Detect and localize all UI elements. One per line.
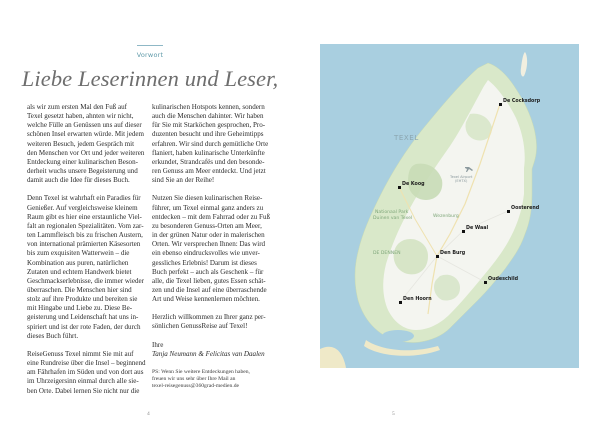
text-line: derheit wuchs unsere Begeisterung und xyxy=(27,167,138,176)
kicker-rule xyxy=(137,45,163,46)
town-dot-icon xyxy=(507,210,510,213)
text-line: am Fährhafen im Süden und von dort aus xyxy=(27,368,144,377)
text-line: bis zum exquisiten Watterwein – die xyxy=(27,249,130,258)
region-label: DE DENNEN xyxy=(373,251,401,256)
text-line: alle, die Texel lieben, gutes Essen schät- xyxy=(152,276,266,285)
closing: Ihre xyxy=(152,340,164,349)
text-line: in der grünen Natur oder in malerischen xyxy=(152,231,265,240)
right-page xyxy=(300,0,600,426)
town-dot-icon xyxy=(484,281,487,284)
region-label: Wezenburg xyxy=(433,214,459,219)
text-line: kulinarischen Hotspots kennen, sondern xyxy=(152,103,265,111)
region-label: Nationaal Park xyxy=(375,210,409,215)
paragraph xyxy=(152,194,279,304)
page-number: 4 xyxy=(147,411,150,417)
text-line: spiriert und ist der rote Faden, der durch xyxy=(27,322,141,331)
text-line: dieses Buch führt. xyxy=(27,331,79,340)
text-line: sönlichen GenussReise auf Texel! xyxy=(152,322,248,331)
text-line: Zutaten und echtem Handwerk bietet xyxy=(27,267,132,276)
text-line: Kombination aus puren, natürlichen xyxy=(27,258,129,267)
airport-label-line: (EHTX) xyxy=(454,179,468,183)
text-line: Denn Texel ist wahrhaft ein Paradies für xyxy=(27,194,141,203)
text-line: erkundet, Strandcafés und den besonde- xyxy=(152,157,265,166)
text-line: welche Fülle an Genüssen uns auf dieser xyxy=(27,121,142,130)
text-line: stolz auf ihre Produkte und bereiten sie xyxy=(27,295,138,304)
text-line: Raum gibt es hier eine erstaunliche Viel- xyxy=(27,212,142,221)
town-dot-icon xyxy=(462,230,465,233)
text-line: eine Rundreise über die Insel – beginnend xyxy=(27,359,146,368)
text-line: texel-reisegenuss@360grad-medien.de xyxy=(152,383,240,390)
text-line: freuen wir uns sehr über Ihre Mail an xyxy=(152,376,236,383)
text-line: Texel gesetzt haben, ahnten wir nicht, xyxy=(27,112,134,121)
map-graphic xyxy=(320,44,579,368)
text-line: sind Sie an der Reihe! xyxy=(152,176,215,185)
text-line: weiteren Besuch, jedem Gespräch mit xyxy=(27,139,135,148)
postscript xyxy=(152,369,279,391)
text-line: Art und Weise kennenlernen möchten. xyxy=(152,295,260,304)
text-line: zen und die Insel auf eine überraschende xyxy=(152,285,267,294)
town-dot-icon xyxy=(398,186,401,189)
text-line: Buch perfekt – auch als Geschenk – für xyxy=(152,267,264,276)
text-line: mit Hingabe und Liebe zu. Diese Be- xyxy=(27,304,133,313)
text-line: überraschen. Die Menschen hier sind xyxy=(27,285,132,294)
town-label: Oudeschild xyxy=(488,277,519,282)
town-label: Den Hoorn xyxy=(403,297,432,302)
airport-label-line: Texel Airport xyxy=(450,175,473,179)
paragraph xyxy=(152,103,279,185)
airport-label xyxy=(450,175,472,183)
text-line: Genießer. Auf vergleichsweise kleinem xyxy=(27,203,138,212)
texel-map xyxy=(320,44,579,368)
text-line: Nutzen Sie diesen kulinarischen Reise- xyxy=(152,194,263,203)
text-line: den Menschen vor Ort und jeder weiteren xyxy=(27,148,145,157)
town-dot-icon xyxy=(436,255,439,258)
text-line: geisterung und Leidenschaft hat uns in- xyxy=(27,313,139,322)
island-label: TEXEL xyxy=(394,134,419,142)
closing-block xyxy=(152,341,279,359)
text-line: gessliches Erlebnis! Darum ist dieses xyxy=(152,258,257,267)
paragraph xyxy=(27,350,154,396)
section-kicker: Vorwort xyxy=(136,51,164,59)
signature: Tanja Neumann & Felicitas van Daalen xyxy=(152,349,265,358)
town-dot-icon xyxy=(399,301,402,304)
text-line: für Sie mit Starköchen gesprochen, Pro- xyxy=(152,121,266,130)
page-title: Liebe Leserinnen und Leser, xyxy=(21,66,279,91)
text-line: schönen Insel erwarten würde. Mit jedem xyxy=(27,130,145,139)
text-line: als wir zum ersten Mal den Fuß auf xyxy=(27,103,128,111)
text-line: PS: Wenn Sie weitere Entdeckungen haben, xyxy=(152,368,250,375)
text-line: ReiseGenuss Texel nimmt Sie mit auf xyxy=(27,349,134,358)
text-line: falt an regionalen Spezialitäten. Vom zar- xyxy=(27,221,144,230)
town-label: Oosterend xyxy=(511,206,540,211)
region-label: Duinen van Texel xyxy=(373,216,413,221)
page-number: 5 xyxy=(392,411,395,417)
paragraph xyxy=(152,313,279,331)
town-label: De Cocksdorp xyxy=(503,99,541,104)
paragraph xyxy=(27,194,154,341)
text-line: Orten. Wir versprechen Ihnen: Das wird xyxy=(152,240,266,249)
text-line: zu besonderen Genuss-Orten am Meer, xyxy=(152,221,262,230)
text-line: damit auch die Idee für dieses Buch. xyxy=(27,176,130,185)
text-line: auch die Menschen dahinter. Wir haben xyxy=(152,112,264,121)
text-column-1 xyxy=(27,103,154,405)
text-line: von international prämierten Käsesorten xyxy=(27,240,141,249)
text-line: ein ebenso eindrucksvolles wie unver- xyxy=(152,249,260,258)
paragraph xyxy=(27,103,154,185)
town-label: De Waal xyxy=(466,226,489,231)
town-label: De Koog xyxy=(402,182,425,187)
text-line: ren Genuss am Meer entdeckt. Und jetzt xyxy=(152,167,266,176)
text-line: Entdeckung einer kulinarischen Beson- xyxy=(27,157,138,166)
text-line: führer, um Texel einmal ganz anders zu xyxy=(152,203,264,212)
town-dot-icon xyxy=(499,103,502,106)
text-line: entdecken – mit dem Fahrrad oder zu Fuß xyxy=(152,212,271,221)
text-line: erfahren. Wir sind durch gemütliche Orte xyxy=(152,139,269,148)
town-label: Den Burg xyxy=(440,251,466,256)
text-line: Herzlich willkommen zu Ihrer ganz per- xyxy=(152,313,266,322)
text-line: ten Lammfleisch bis zu frischen Austern, xyxy=(27,231,143,240)
text-line: duzenten besucht und ihre Geheimtipps xyxy=(152,130,264,139)
text-column-2 xyxy=(152,103,279,391)
text-line: im Uhrzeigersinn einmal durch alle sie- xyxy=(27,377,139,386)
text-line: ben Orte. Dabei lernen Sie nicht nur die xyxy=(27,386,140,395)
text-line: flaniert, haben kulinarische Unterkünfte xyxy=(152,148,265,157)
text-line: Geschmackserlebnisse, die immer wieder xyxy=(27,276,145,285)
